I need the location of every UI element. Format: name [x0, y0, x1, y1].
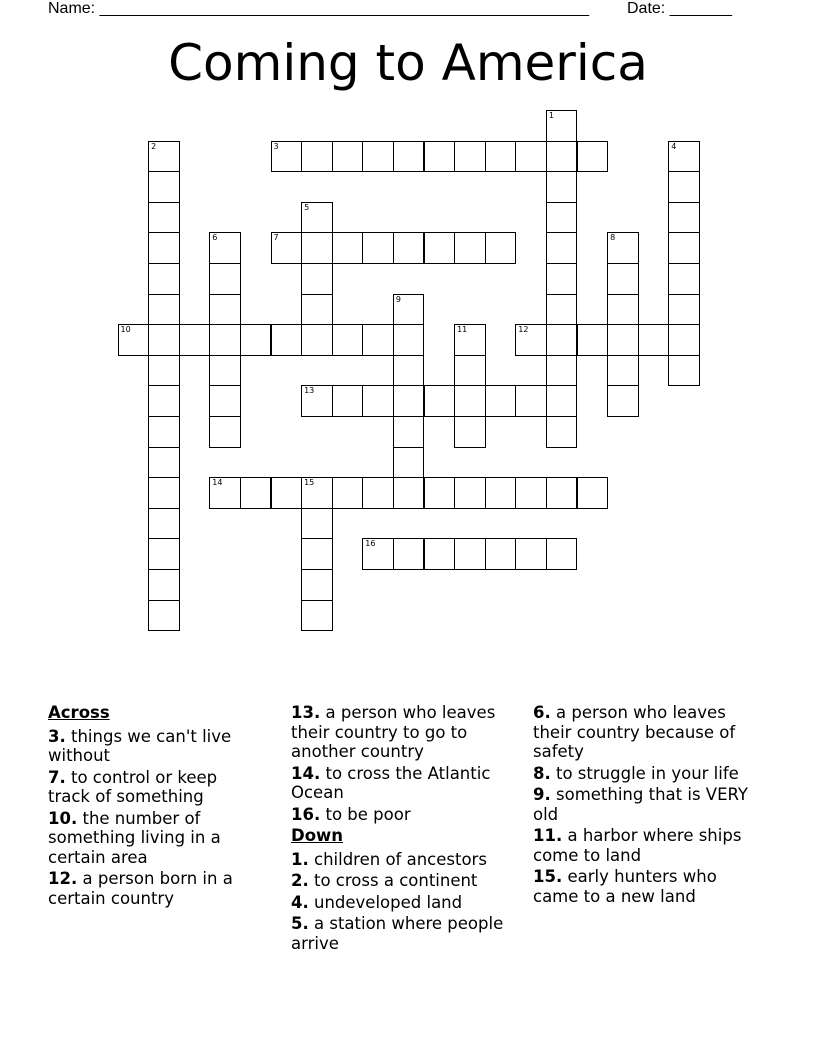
- grid-cell[interactable]: [546, 232, 578, 264]
- grid-cell[interactable]: [393, 416, 425, 448]
- clue-number: 15: [304, 478, 315, 488]
- grid-cell[interactable]: [148, 538, 180, 570]
- grid-cell[interactable]: [393, 324, 425, 356]
- across-clue-3: 3. things we can't live without: [48, 726, 232, 765]
- grid-cell[interactable]: [148, 569, 180, 601]
- grid-cell[interactable]: [301, 538, 333, 570]
- clue-number: 8: [610, 233, 616, 243]
- down-clue-9: 9. something that is VERY old: [533, 785, 748, 824]
- grid-cell[interactable]: [271, 477, 303, 509]
- grid-cell[interactable]: [332, 477, 364, 509]
- puzzle-title: Coming to America: [168, 34, 648, 92]
- grid-cell[interactable]: [668, 324, 700, 356]
- grid-cell[interactable]: [546, 324, 578, 356]
- grid-cell[interactable]: [577, 324, 609, 356]
- down-clue-5: 5. a station where people arrive: [291, 914, 504, 953]
- grid-cell[interactable]: [485, 538, 517, 570]
- grid-cell[interactable]: [301, 600, 333, 632]
- grid-cell[interactable]: [362, 141, 394, 173]
- grid-cell[interactable]: [148, 202, 180, 234]
- clue-number: 11: [457, 325, 468, 335]
- grid-cell[interactable]: [240, 477, 272, 509]
- grid-cell[interactable]: [454, 385, 486, 417]
- grid-cell[interactable]: [546, 202, 578, 234]
- grid-cell[interactable]: [209, 263, 241, 295]
- grid-cell[interactable]: [607, 263, 639, 295]
- across-clue-12: 12. a person born in a certain country: [48, 869, 233, 908]
- grid-cell[interactable]: [454, 232, 486, 264]
- grid-cell[interactable]: [454, 538, 486, 570]
- down-clue-8: 8. to struggle in your life: [533, 763, 739, 783]
- grid-cell[interactable]: [148, 171, 180, 203]
- clue-number: 10: [120, 325, 131, 335]
- clue-number: 14: [212, 478, 223, 488]
- grid-cell[interactable]: [393, 447, 425, 479]
- clue-number: 16: [365, 539, 376, 549]
- grid-cell[interactable]: [424, 538, 456, 570]
- grid-cell[interactable]: [485, 141, 517, 173]
- grid-cell[interactable]: [148, 294, 180, 326]
- across-heading: Across: [48, 703, 110, 722]
- grid-cell[interactable]: [301, 324, 333, 356]
- grid-cell[interactable]: [148, 324, 180, 356]
- grid-cell[interactable]: [148, 232, 180, 264]
- grid-cell[interactable]: [577, 141, 609, 173]
- name-line[interactable]: Name: _______________________________________________________: [48, 0, 589, 17]
- grid-cell[interactable]: [393, 355, 425, 387]
- grid-cell[interactable]: [668, 141, 700, 173]
- grid-cell[interactable]: [546, 294, 578, 326]
- grid-cell[interactable]: [148, 508, 180, 540]
- grid-cell[interactable]: [424, 385, 456, 417]
- grid-cell[interactable]: [148, 385, 180, 417]
- clue-number: 7: [273, 233, 279, 243]
- grid-cell[interactable]: [393, 294, 425, 326]
- down-clue-15: 15. early hunters who came to a new land: [533, 867, 717, 906]
- clue-number: 4: [671, 141, 677, 151]
- grid-cell[interactable]: [393, 538, 425, 570]
- grid-cell[interactable]: [546, 171, 578, 203]
- grid-cell[interactable]: [454, 324, 486, 356]
- grid-cell[interactable]: [179, 324, 211, 356]
- grid-cell[interactable]: [607, 232, 639, 264]
- grid-cell[interactable]: [454, 355, 486, 387]
- grid-cell[interactable]: [546, 141, 578, 173]
- grid-cell[interactable]: [515, 477, 547, 509]
- grid-cell[interactable]: [546, 263, 578, 295]
- grid-cell[interactable]: [332, 141, 364, 173]
- grid-cell[interactable]: [271, 232, 303, 264]
- grid-cell[interactable]: [209, 477, 241, 509]
- grid-cell[interactable]: [546, 355, 578, 387]
- grid-cell[interactable]: [332, 385, 364, 417]
- grid-cell[interactable]: [424, 232, 456, 264]
- clue-number: 5: [304, 202, 310, 212]
- grid-cell[interactable]: [362, 477, 394, 509]
- grid-cell[interactable]: [271, 141, 303, 173]
- grid-cell[interactable]: [301, 141, 333, 173]
- grid-cell[interactable]: [515, 141, 547, 173]
- grid-cell[interactable]: [607, 324, 639, 356]
- grid-cell[interactable]: [362, 385, 394, 417]
- grid-cell[interactable]: [148, 477, 180, 509]
- clue-number: 13: [304, 386, 315, 396]
- grid-cell[interactable]: [301, 385, 333, 417]
- grid-cell[interactable]: [638, 324, 670, 356]
- grid-cell[interactable]: [301, 569, 333, 601]
- grid-cell[interactable]: [515, 385, 547, 417]
- grid-cell[interactable]: [393, 477, 425, 509]
- grid-cell[interactable]: [607, 294, 639, 326]
- down-heading: Down: [291, 826, 344, 845]
- clue-number: 9: [395, 294, 401, 304]
- grid-cell[interactable]: [424, 141, 456, 173]
- grid-cell[interactable]: [515, 324, 547, 356]
- grid-cell[interactable]: [546, 538, 578, 570]
- across-clue-16: 16. to be poor: [291, 804, 411, 824]
- down-clue-11: 11. a harbor where ships come to land: [533, 826, 742, 865]
- grid-cell[interactable]: [301, 202, 333, 234]
- grid-cell[interactable]: [668, 202, 700, 234]
- date-line[interactable]: Date: _______: [627, 0, 732, 17]
- clue-number: 3: [273, 141, 279, 151]
- grid-cell[interactable]: [362, 538, 394, 570]
- down-clue-6: 6. a person who leaves their country because of safety: [533, 703, 736, 761]
- across-clue-14: 14. to cross the Atlantic Ocean: [291, 763, 491, 802]
- clue-number: 1: [548, 111, 554, 120]
- grid-cell[interactable]: [668, 263, 700, 295]
- grid-cell[interactable]: [668, 171, 700, 203]
- grid-cell[interactable]: [271, 324, 303, 356]
- grid-cell[interactable]: [607, 355, 639, 387]
- grid-cell[interactable]: [148, 416, 180, 448]
- grid-cell[interactable]: [209, 416, 241, 448]
- grid-cell[interactable]: [485, 232, 517, 264]
- grid-cell[interactable]: [362, 324, 394, 356]
- grid-cell[interactable]: [668, 232, 700, 264]
- grid-cell[interactable]: [240, 324, 272, 356]
- grid-cell[interactable]: [148, 355, 180, 387]
- grid-cell[interactable]: [577, 477, 609, 509]
- grid-cell[interactable]: [301, 232, 333, 264]
- grid-cell[interactable]: [362, 232, 394, 264]
- across-clue-13: 13. a person who leaves their country to go to another country: [291, 703, 496, 761]
- grid-cell[interactable]: [332, 324, 364, 356]
- grid-cell[interactable]: [546, 477, 578, 509]
- grid-cell[interactable]: [546, 416, 578, 448]
- across-clue-10: 10. the number of something living in a certain area: [48, 808, 221, 867]
- grid-cell[interactable]: [485, 385, 517, 417]
- grid-cell[interactable]: [454, 141, 486, 173]
- grid-cell[interactable]: [607, 385, 639, 417]
- grid-cell[interactable]: [424, 477, 456, 509]
- grid-cell[interactable]: [393, 141, 425, 173]
- clues-column-3: [533, 703, 763, 908]
- grid-cell[interactable]: [454, 477, 486, 509]
- grid-cell[interactable]: [393, 232, 425, 264]
- grid-cell[interactable]: [546, 385, 578, 417]
- grid-cell[interactable]: [332, 232, 364, 264]
- grid-cell[interactable]: [301, 508, 333, 540]
- grid-cell[interactable]: [301, 294, 333, 326]
- grid-cell[interactable]: [148, 263, 180, 295]
- grid-cell[interactable]: [301, 263, 333, 295]
- grid-cell[interactable]: [148, 141, 180, 173]
- grid-cell[interactable]: [454, 416, 486, 448]
- grid-cell[interactable]: [148, 447, 180, 479]
- across-clue-7: 7. to control or keep track of something: [48, 767, 218, 806]
- grid-cell[interactable]: [546, 110, 578, 142]
- grid-cell[interactable]: [393, 385, 425, 417]
- down-clue-4: 4. undeveloped land: [291, 892, 463, 912]
- clue-number: 2: [151, 141, 157, 151]
- down-clue-1: 1. children of ancestors: [291, 849, 487, 869]
- clues-column-2: [291, 703, 513, 955]
- clue-number: 6: [212, 233, 218, 243]
- clues-column-1: [48, 703, 263, 910]
- grid-cell[interactable]: [668, 355, 700, 387]
- grid-cell[interactable]: [301, 477, 333, 509]
- grid-cell[interactable]: [209, 232, 241, 264]
- grid-cell[interactable]: [148, 600, 180, 632]
- down-clue-2: 2. to cross a continent: [291, 871, 478, 890]
- grid-cell[interactable]: [209, 324, 241, 356]
- grid-cell[interactable]: [209, 355, 241, 387]
- clue-number: 12: [518, 325, 529, 335]
- grid-cell[interactable]: [668, 294, 700, 326]
- grid-cell[interactable]: [515, 538, 547, 570]
- grid-cell[interactable]: [118, 324, 150, 356]
- grid-cell[interactable]: [209, 385, 241, 417]
- grid-cell[interactable]: [485, 477, 517, 509]
- grid-cell[interactable]: [209, 294, 241, 326]
